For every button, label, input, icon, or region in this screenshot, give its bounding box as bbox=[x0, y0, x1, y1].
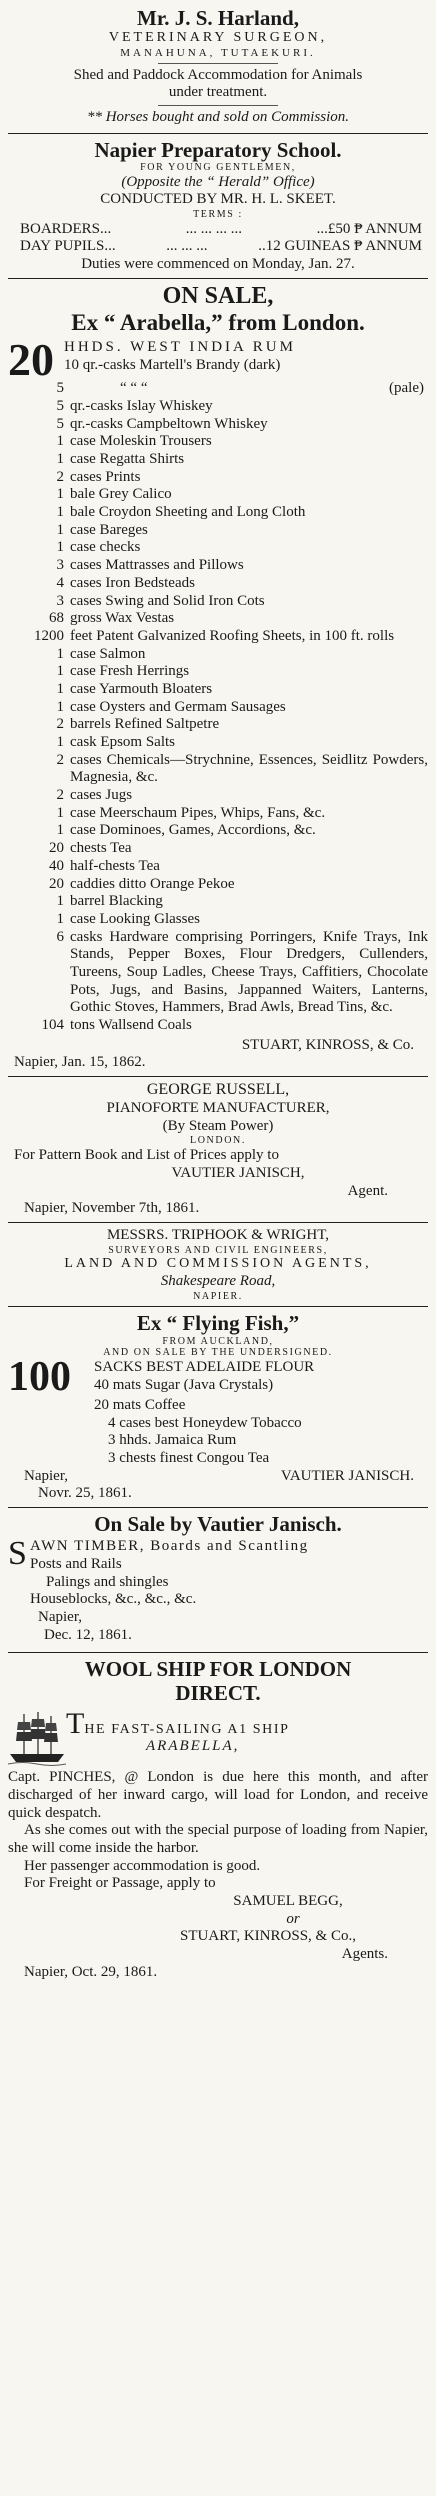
ad-signer: SAMUEL BEGG, bbox=[233, 1893, 343, 1910]
big-quantity: 100 bbox=[8, 1354, 71, 1401]
signature-row bbox=[8, 1468, 428, 1486]
list-item bbox=[8, 822, 428, 840]
list-item bbox=[8, 416, 428, 434]
list-item-qty: 4 bbox=[56, 574, 64, 591]
list-item-text: case Looking Glasses bbox=[70, 910, 200, 927]
list-item-qty: 1 bbox=[56, 680, 64, 697]
divider bbox=[158, 63, 278, 64]
list-item bbox=[8, 522, 428, 540]
list-item-qty: 6 bbox=[56, 928, 64, 945]
list-item bbox=[8, 893, 428, 911]
list-item-text: cases Swing and Solid Iron Cots bbox=[70, 592, 265, 609]
list-item bbox=[8, 433, 428, 451]
ship-icon bbox=[8, 1710, 66, 1772]
list-item bbox=[8, 840, 428, 858]
ad-subheading: FROM AUCKLAND, bbox=[162, 1335, 274, 1347]
ad-wool-ship bbox=[8, 1653, 428, 1985]
terms-dots: ... ... ... ... bbox=[185, 220, 243, 237]
list-item-text: case Dominoes, Games, Accordions, &c. bbox=[70, 822, 316, 839]
list-item bbox=[8, 681, 428, 699]
ad-school bbox=[8, 134, 428, 279]
list-item bbox=[8, 663, 428, 681]
list-item bbox=[8, 333, 428, 385]
ship-head bbox=[66, 1706, 428, 1740]
list-item-qty: 1 bbox=[56, 504, 64, 521]
ad-date: Dec. 12, 1861. bbox=[44, 1626, 132, 1643]
ad-date: Napier, Oct. 29, 1861. bbox=[24, 1963, 158, 1980]
list-item-qty: 20 bbox=[49, 875, 64, 892]
ad-paragraph: As she comes out with the special purpose of loading from Napier, she will come inside the harbor. bbox=[8, 1822, 428, 1857]
list-item bbox=[8, 593, 428, 611]
list-item-text: case Yarmouth Bloaters bbox=[70, 680, 213, 697]
list-item bbox=[8, 380, 428, 398]
ad-signer: VAUTIER JANISCH, bbox=[171, 1164, 305, 1181]
list-item-text: case Moleskin Trousers bbox=[70, 433, 212, 450]
ad-location: MANAHUNA, TUTAEKURI. bbox=[120, 46, 316, 59]
list-item-text: chests Tea bbox=[70, 840, 132, 857]
list-item-text: cases Mattrasses and Pillows bbox=[70, 557, 244, 574]
ad-heading: Napier Preparatory School. bbox=[94, 137, 342, 162]
ad-text: CONDUCTED BY MR. H. L. SKEET. bbox=[100, 191, 336, 208]
list-item-text: 20 mats Coffee bbox=[94, 1396, 186, 1413]
list-item bbox=[8, 539, 428, 557]
list-item-qty: 1 bbox=[56, 910, 64, 927]
ad-signer: STUART, KINROSS, & Co., bbox=[180, 1928, 356, 1945]
big-quantity: 20 bbox=[8, 333, 54, 385]
ad-subheading: VETERINARY SURGEON, bbox=[108, 30, 328, 46]
list-item-qty: 2 bbox=[56, 716, 64, 733]
list-item-text: case Salmon bbox=[70, 645, 146, 662]
list-item-qty: 1 bbox=[56, 433, 64, 450]
list-item-text: HHDS. WEST INDIA RUM bbox=[64, 338, 296, 355]
list-item bbox=[8, 610, 428, 628]
ad-text: Duties were commenced on Monday, Jan. 27. bbox=[81, 256, 355, 273]
list-item-qty: 40 bbox=[49, 857, 64, 874]
ad-location: Napier, bbox=[24, 1467, 68, 1484]
terms-fee: ...£50 ₱ ANNUM bbox=[316, 220, 422, 237]
list-item-text: case Meerschaum Pipes, Whips, Fans, &c. bbox=[70, 804, 326, 821]
list-item bbox=[8, 628, 428, 646]
terms-dots: ... ... ... bbox=[166, 238, 208, 255]
ad-text: Shakespeare Road, bbox=[160, 1272, 276, 1289]
list-item-text: 40 mats Sugar (Java Crystals) bbox=[94, 1376, 274, 1393]
list-item-text: (pale) bbox=[389, 380, 424, 397]
list-item bbox=[8, 699, 428, 717]
ad-date: Napier, Jan. 15, 1862. bbox=[14, 1054, 146, 1071]
list-item-text: 3 hhds. Jamaica Rum bbox=[108, 1432, 237, 1449]
list-item bbox=[8, 646, 428, 664]
terms-row bbox=[8, 221, 428, 239]
list-item-qty: 3 bbox=[56, 557, 64, 574]
ad-subheading: TERMS : bbox=[193, 209, 243, 220]
ad-subheading: SURVEYORS AND CIVIL ENGINEERS, bbox=[108, 1244, 328, 1256]
list-item-text: barrels Refined Saltpetre bbox=[70, 716, 220, 733]
list-item-qty: 1200 bbox=[34, 627, 64, 644]
list-item-qty: 5 bbox=[56, 415, 64, 432]
list-item-qty: 1 bbox=[56, 486, 64, 503]
list-item-qty: 5 bbox=[56, 397, 64, 414]
list-item-text: caddies ditto Orange Pekoe bbox=[70, 875, 235, 892]
list-item-qty: 2 bbox=[56, 787, 64, 804]
list-item bbox=[8, 805, 428, 823]
list-item-text: 10 qr.-casks Martell's Brandy (dark) bbox=[64, 356, 281, 373]
divider bbox=[158, 105, 278, 106]
list-item-text: case Regatta Shirts bbox=[70, 451, 185, 468]
list-item bbox=[8, 469, 428, 487]
list-item-text: bale Grey Calico bbox=[70, 486, 172, 503]
list-item-text: SACKS BEST ADELAIDE FLOUR bbox=[94, 1359, 315, 1376]
list-item-qty: 2 bbox=[56, 468, 64, 485]
ad-heading: GEORGE RUSSELL, bbox=[146, 1081, 290, 1099]
list-item-qty: 1 bbox=[56, 734, 64, 751]
ad-harland bbox=[8, 2, 428, 134]
ad-heading: On Sale by Vautier Janisch. bbox=[94, 1512, 342, 1537]
list-item-qty: 1 bbox=[56, 893, 64, 910]
ditto-marks: “ “ “ bbox=[120, 380, 148, 397]
list-item-text: cases Chemicals—Strychnine, Essences, Seidlitz Powders, Magnesia, &c. bbox=[70, 751, 428, 786]
list-item bbox=[8, 876, 428, 894]
list-item bbox=[8, 752, 428, 787]
list-item-qty: 1 bbox=[56, 698, 64, 715]
ad-signer: VAUTIER JANISCH. bbox=[280, 1467, 414, 1484]
drop-cap-block bbox=[8, 1535, 428, 1573]
ad-paragraph: For Freight or Passage, apply to bbox=[24, 1875, 216, 1892]
list-item-qty: 1 bbox=[56, 804, 64, 821]
ad-signer-role: Agents. bbox=[341, 1946, 388, 1963]
ad-text: (By Steam Power) bbox=[162, 1117, 274, 1134]
list-item bbox=[8, 858, 428, 876]
ad-subheading: FOR YOUNG GENTLEMEN, bbox=[140, 161, 296, 173]
list-item-qty: 1 bbox=[56, 822, 64, 839]
list-item bbox=[8, 787, 428, 805]
sale-list bbox=[8, 398, 428, 1035]
ad-note: ** Horses bought and sold on Commission. bbox=[86, 109, 350, 125]
list-item bbox=[8, 734, 428, 752]
ad-paragraph: Her passenger accommodation is good. bbox=[24, 1857, 261, 1874]
list-item-qty: 1 bbox=[56, 663, 64, 680]
ad-date: Napier, November 7th, 1861. bbox=[24, 1200, 200, 1217]
ad-signer-role: Agent. bbox=[347, 1182, 388, 1199]
ad-triphook bbox=[8, 1223, 428, 1307]
list-item-qty: 1 bbox=[56, 521, 64, 538]
ad-subheading: Ex “ Arabella,” from London. bbox=[71, 310, 365, 336]
list-item-qty: 68 bbox=[49, 610, 64, 627]
drop-cap: T bbox=[66, 1706, 85, 1740]
ad-location: NAPIER. bbox=[193, 1290, 243, 1302]
ad-timber bbox=[8, 1508, 428, 1653]
list-item-qty: 3 bbox=[56, 592, 64, 609]
list-item-qty: 104 bbox=[41, 1017, 64, 1034]
ad-paragraph: Capt. PINCHES, @ London is due here this month, and after discharged of her inward cargo, will load for London, and receive quick despatch. bbox=[8, 1769, 428, 1821]
list-item-text: Houseblocks, &c., &c., &c. bbox=[30, 1591, 197, 1608]
list-item-text: Palings and shingles bbox=[46, 1573, 169, 1590]
ad-location: Napier, bbox=[38, 1608, 82, 1625]
ad-text: under treatment. bbox=[168, 84, 268, 101]
ship-header bbox=[8, 1706, 428, 1772]
list-item bbox=[8, 911, 428, 929]
ad-heading: Ex “ Flying Fish,” bbox=[136, 1311, 300, 1336]
list-item bbox=[8, 929, 428, 1017]
list-item-text: qr.-casks Campbeltown Whiskey bbox=[70, 415, 268, 432]
list-item-text: cases Prints bbox=[70, 468, 141, 485]
list-item-qty: 1 bbox=[56, 645, 64, 662]
list-item-text: AWN TIMBER, Boards and Scantling bbox=[30, 1538, 309, 1555]
list-item-qty: 20 bbox=[49, 840, 64, 857]
list-item-text: 4 cases best Honeydew Tobacco bbox=[108, 1414, 302, 1431]
ad-subheading: HE FAST-SAILING A1 SHIP bbox=[84, 1721, 290, 1737]
list-item-text: cask Epsom Salts bbox=[70, 734, 175, 751]
list-item bbox=[8, 451, 428, 469]
list-item-text: half-chests Tea bbox=[70, 857, 160, 874]
list-item-text: case Bareges bbox=[70, 521, 148, 538]
ad-date: Novr. 25, 1861. bbox=[38, 1485, 132, 1502]
ad-text: For Pattern Book and List of Prices apply to bbox=[14, 1147, 279, 1164]
terms-fee: ..12 GUINEAS ₱ ANNUM bbox=[258, 238, 422, 255]
list-item-text: tons Wallsend Coals bbox=[70, 1017, 192, 1034]
list-item bbox=[8, 575, 428, 593]
list-item-qty: 5 bbox=[56, 380, 64, 397]
ad-location: LONDON. bbox=[190, 1135, 246, 1147]
ad-heading: DIRECT. bbox=[175, 1681, 261, 1706]
ad-subheading: AND ON SALE BY THE UNDERSIGNED. bbox=[103, 1347, 333, 1359]
ad-subheading: LAND AND COMMISSION AGENTS, bbox=[64, 1256, 372, 1272]
list-item-text: Posts and Rails bbox=[30, 1555, 122, 1572]
terms-label: DAY PUPILS... bbox=[20, 238, 116, 255]
ad-text: Shed and Paddock Accommodation for Animals bbox=[73, 66, 363, 83]
ad-text: (Opposite the “ Herald” Office) bbox=[121, 173, 315, 190]
list-item-qty: 2 bbox=[56, 751, 64, 768]
list-item bbox=[8, 557, 428, 575]
list-item bbox=[8, 1354, 428, 1401]
list-item-text: case Oysters and Germam Sausages bbox=[70, 698, 286, 715]
ship-name: ARABELLA, bbox=[146, 1738, 240, 1755]
list-item-qty: 1 bbox=[56, 451, 64, 468]
ad-signer: STUART, KINROSS, & Co. bbox=[241, 1036, 414, 1053]
list-item-text: qr.-casks Islay Whiskey bbox=[70, 397, 213, 414]
ad-subheading: PIANOFORTE MANUFACTURER, bbox=[106, 1099, 330, 1116]
terms-row bbox=[8, 238, 428, 256]
list-item bbox=[8, 716, 428, 734]
list-item-text: case checks bbox=[70, 539, 141, 556]
ad-russell bbox=[8, 1077, 428, 1223]
ad-arabella-sale bbox=[8, 279, 428, 1077]
list-item bbox=[8, 1017, 428, 1035]
list-item-text: cases Jugs bbox=[70, 787, 133, 804]
list-item-text: case Fresh Herrings bbox=[70, 663, 190, 680]
list-item bbox=[8, 398, 428, 416]
list-item-text: barrel Blacking bbox=[70, 893, 163, 910]
list-item bbox=[8, 504, 428, 522]
ad-heading: MESSRS. TRIPHOOK & WRIGHT, bbox=[106, 1226, 330, 1243]
list-item bbox=[8, 486, 428, 504]
drop-cap: S bbox=[8, 1535, 27, 1573]
list-item-text: feet Patent Galvanized Roofing Sheets, in 100 ft. rolls bbox=[70, 627, 395, 644]
list-item-text: bale Croydon Sheeting and Long Cloth bbox=[70, 504, 306, 521]
ad-signer-or: or bbox=[286, 1910, 300, 1927]
newspaper-column bbox=[8, 0, 428, 1986]
ad-flying-fish bbox=[8, 1307, 428, 1508]
ad-heading: WOOL SHIP FOR LONDON bbox=[84, 1657, 352, 1682]
list-item-text: gross Wax Vestas bbox=[70, 610, 175, 627]
list-item-text: casks Hardware comprising Porringers, Knife Trays, Ink Stands, Pepper Boxes, Flour Dredgers, Cullenders, Tureens, Soup Ladles, Cheese Trays, Caffitiers, Chocolate Pots, Jugs, and Basins, Jappanned Waiters, Lanterns, Gothic Stoves, Hammers, Brad Awls, Bread Tins, &c. bbox=[70, 928, 428, 1016]
list-item-text: cases Iron Bedsteads bbox=[70, 574, 195, 591]
list-item-text: 3 chests finest Congou Tea bbox=[108, 1449, 270, 1466]
list-item-qty: 1 bbox=[56, 539, 64, 556]
ad-heading: Mr. J. S. Harland, bbox=[137, 6, 299, 30]
ad-heading: ON SALE, bbox=[162, 282, 274, 309]
terms-label: BOARDERS... bbox=[20, 220, 112, 237]
